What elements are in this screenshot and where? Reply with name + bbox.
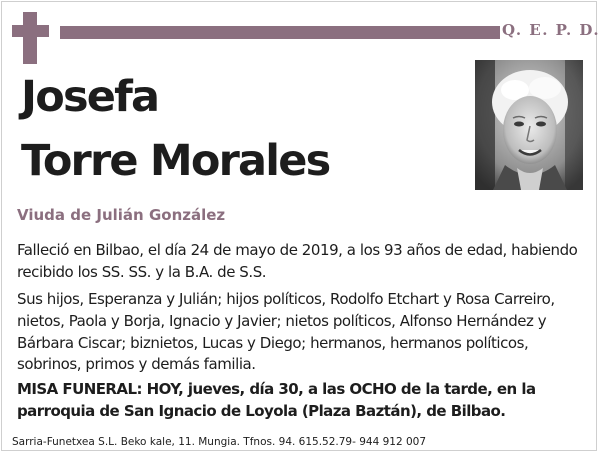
portrait-illustration bbox=[475, 60, 583, 190]
funeral-mass-info: MISA FUNERAL: HOY, jueves, día 30, a las OCHO de la tarde, en la parroquia de San Ignacio de Loyola (Plaza Baztán), de Bilbao. bbox=[17, 380, 536, 420]
deceased-surname: Torre Morales bbox=[21, 136, 330, 186]
portrait-photo bbox=[475, 60, 583, 190]
family-list: Sus hijos, Esperanza y Julián; hijos políticos, Rodolfo Etchart y Rosa Carreiro, nietos, Paola y Borja, Ignacio y Javier; nietos políticos, Alfonso Hernández y Bárbara Ciscar; biznietos, Lucas y Diego; hermanos, hermanos políticos, sobrinos, primos y demás familia. bbox=[17, 290, 555, 374]
widow-of-line: Viuda de Julián González bbox=[17, 206, 226, 224]
funeral-home-footer: Sarria-Funetxea S.L. Beko kale, 11. Mungia. Tfnos. 94. 615.52.79- 944 912 007 bbox=[12, 436, 427, 448]
cross-icon bbox=[23, 12, 37, 64]
deceased-first-name: Josefa bbox=[21, 72, 159, 122]
header-rule bbox=[60, 26, 500, 39]
qepd-label: Q. E. P. D. bbox=[502, 21, 600, 39]
cross-icon-bar bbox=[12, 25, 49, 37]
death-announcement: Falleció en Bilbao, el día 24 de mayo de 2019, a los 93 años de edad, habiendo recibido los SS. SS. y la B.A. de S.S. bbox=[17, 241, 578, 281]
obituary-notice bbox=[1, 1, 600, 451]
